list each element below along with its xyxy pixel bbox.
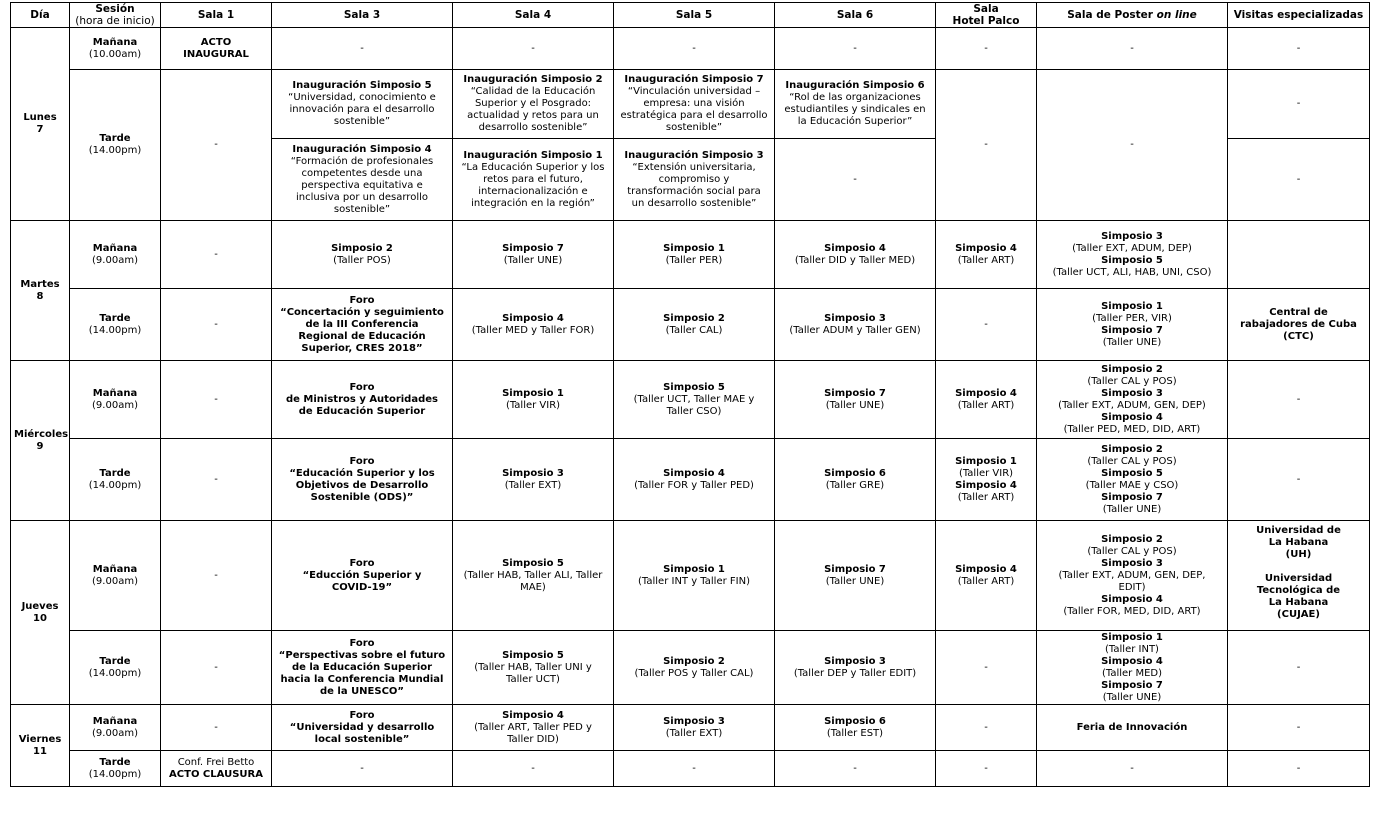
header-palco: Sala Hotel Palco bbox=[936, 3, 1037, 28]
cell-martes-t-visitas: Central de rabajadores de Cuba (CTC) bbox=[1228, 289, 1370, 361]
cell-lunes-m-sala3: - bbox=[272, 28, 453, 70]
row-lunes-tarde-a bbox=[11, 70, 1370, 139]
session-lunes-tarde: Tarde (14.00pm) bbox=[70, 70, 161, 221]
cell-lunes-m-sala5: - bbox=[614, 28, 775, 70]
row-miercoles-manana bbox=[11, 361, 1370, 439]
cell-jueves-t-sala5: Simposio 2 (Taller POS y Taller CAL) bbox=[614, 631, 775, 705]
cell-martes-m-sala5: Simposio 1 (Taller PER) bbox=[614, 221, 775, 289]
cell-jueves-m-sala5: Simposio 1 (Taller INT y Taller FIN) bbox=[614, 521, 775, 631]
cell-lunes-t-sala6-b: - bbox=[775, 139, 936, 221]
row-jueves-tarde bbox=[11, 631, 1370, 705]
cell-miercoles-m-sala5: Simposio 5 (Taller UCT, Taller MAE y Taller CSO) bbox=[614, 361, 775, 439]
session-martes-manana: Mañana (9.00am) bbox=[70, 221, 161, 289]
cell-martes-m-visitas bbox=[1228, 221, 1370, 289]
day-lunes: Lunes 7 bbox=[11, 28, 70, 221]
cell-miercoles-t-poster: Simposio 2 (Taller CAL y POS) Simposio 5 (Taller MAE y CSO) Simposio 7 (Taller UNE) bbox=[1037, 439, 1228, 521]
cell-lunes-t-visitas-b: - bbox=[1228, 139, 1370, 221]
cell-jueves-t-poster: Simposio 1 (Taller INT) Simposio 4 (Taller MED) Simposio 7 (Taller UNE) bbox=[1037, 631, 1228, 705]
cell-miercoles-t-sala1: - bbox=[161, 439, 272, 521]
cell-lunes-t-sala1: - bbox=[161, 70, 272, 221]
cell-viernes-t-sala6: - bbox=[775, 751, 936, 787]
cell-martes-t-sala1: - bbox=[161, 289, 272, 361]
cell-martes-m-sala4: Simposio 7 (Taller UNE) bbox=[453, 221, 614, 289]
cell-lunes-t-sala3-b: Inauguración Simposio 4 “Formación de profesionales competentes desde una perspectiva equitativa e inclusiva por un desarrollo sostenible” bbox=[272, 139, 453, 221]
cell-martes-t-poster: Simposio 1 (Taller PER, VIR) Simposio 7 (Taller UNE) bbox=[1037, 289, 1228, 361]
cell-miercoles-m-sala3: Foro de Ministros y Autoridades de Educación Superior bbox=[272, 361, 453, 439]
session-miercoles-manana: Mañana (9.00am) bbox=[70, 361, 161, 439]
cell-viernes-t-sala3: - bbox=[272, 751, 453, 787]
cell-lunes-t-poster: - bbox=[1037, 70, 1228, 221]
cell-jueves-t-palco: - bbox=[936, 631, 1037, 705]
cell-miercoles-m-sala1: - bbox=[161, 361, 272, 439]
cell-miercoles-m-visitas: - bbox=[1228, 361, 1370, 439]
cell-miercoles-m-sala6: Simposio 7 (Taller UNE) bbox=[775, 361, 936, 439]
schedule-grid bbox=[10, 2, 1370, 787]
cell-miercoles-t-sala5: Simposio 4 (Taller FOR y Taller PED) bbox=[614, 439, 775, 521]
day-jueves: Jueves 10 bbox=[11, 521, 70, 705]
cell-jueves-t-sala4: Simposio 5 (Taller HAB, Taller UNI y Taller UCT) bbox=[453, 631, 614, 705]
cell-martes-m-poster: Simposio 3 (Taller EXT, ADUM, DEP) Simposio 5 (Taller UCT, ALI, HAB, UNI, CSO) bbox=[1037, 221, 1228, 289]
cell-martes-m-palco: Simposio 4 (Taller ART) bbox=[936, 221, 1037, 289]
row-viernes-manana bbox=[11, 705, 1370, 751]
cell-martes-t-palco: - bbox=[936, 289, 1037, 361]
cell-miercoles-m-sala4: Simposio 1 (Taller VIR) bbox=[453, 361, 614, 439]
cell-lunes-m-sala6: - bbox=[775, 28, 936, 70]
cell-viernes-m-palco: - bbox=[936, 705, 1037, 751]
cell-lunes-m-poster: - bbox=[1037, 28, 1228, 70]
cell-martes-t-sala6: Simposio 3 (Taller ADUM y Taller GEN) bbox=[775, 289, 936, 361]
day-miercoles: Miércoles 9 bbox=[11, 361, 70, 521]
header-sala3: Sala 3 bbox=[272, 3, 453, 28]
header-sala6: Sala 6 bbox=[775, 3, 936, 28]
cell-viernes-t-sala1: Conf. Frei Betto ACTO CLAUSURA bbox=[161, 751, 272, 787]
header-sala5: Sala 5 bbox=[614, 3, 775, 28]
cell-martes-m-sala1: - bbox=[161, 221, 272, 289]
cell-martes-m-sala6: Simposio 4 (Taller DID y Taller MED) bbox=[775, 221, 936, 289]
session-martes-tarde: Tarde (14.00pm) bbox=[70, 289, 161, 361]
cell-martes-t-sala3: Foro “Concertación y seguimiento de la III Conferencia Regional de Educación Superior, CRES 2018” bbox=[272, 289, 453, 361]
row-miercoles-tarde bbox=[11, 439, 1370, 521]
cell-lunes-t-sala4-a: Inauguración Simposio 2 “Calidad de la Educación Superior y el Posgrado: actualidad y retos para un desarrollo sostenible” bbox=[453, 70, 614, 139]
cell-jueves-m-poster: Simposio 2 (Taller CAL y POS) Simposio 3 (Taller EXT, ADUM, GEN, DEP, EDIT) Simposio 4 (Taller FOR, MED, DID, ART) bbox=[1037, 521, 1228, 631]
cell-jueves-t-sala3: Foro “Perspectivas sobre el futuro de la Educación Superior hacia la Conferencia Mundial de la UNESCO” bbox=[272, 631, 453, 705]
cell-miercoles-t-sala4: Simposio 3 (Taller EXT) bbox=[453, 439, 614, 521]
cell-viernes-m-visitas: - bbox=[1228, 705, 1370, 751]
cell-lunes-t-sala3-a: Inauguración Simposio 5 “Universidad, conocimiento e innovación para el desarrollo sostenible” bbox=[272, 70, 453, 139]
cell-viernes-t-palco: - bbox=[936, 751, 1037, 787]
schedule-table bbox=[10, 2, 1370, 787]
cell-jueves-m-sala4: Simposio 5 (Taller HAB, Taller ALI, Taller MAE) bbox=[453, 521, 614, 631]
cell-viernes-m-sala6: Simposio 6 (Taller EST) bbox=[775, 705, 936, 751]
header-sala4: Sala 4 bbox=[453, 3, 614, 28]
cell-jueves-m-palco: Simposio 4 (Taller ART) bbox=[936, 521, 1037, 631]
cell-martes-t-sala4: Simposio 4 (Taller MED y Taller FOR) bbox=[453, 289, 614, 361]
cell-martes-m-sala3: Simposio 2 (Taller POS) bbox=[272, 221, 453, 289]
cell-jueves-t-sala6: Simposio 3 (Taller DEP y Taller EDIT) bbox=[775, 631, 936, 705]
cell-jueves-m-sala1: - bbox=[161, 521, 272, 631]
cell-lunes-m-palco: - bbox=[936, 28, 1037, 70]
row-jueves-manana bbox=[11, 521, 1370, 631]
cell-lunes-t-sala5-a: Inauguración Simposio 7 “Vinculación universidad – empresa: una visión estratégica para el desarrollo sostenible” bbox=[614, 70, 775, 139]
header-visitas: Visitas especializadas bbox=[1228, 3, 1370, 28]
cell-miercoles-t-palco: Simposio 1 (Taller VIR) Simposio 4 (Taller ART) bbox=[936, 439, 1037, 521]
day-martes: Martes 8 bbox=[11, 221, 70, 361]
cell-lunes-t-sala4-b: Inauguración Simposio 1 “La Educación Superior y los retos para el futuro, internacionalización e integración en la región” bbox=[453, 139, 614, 221]
session-miercoles-tarde: Tarde (14.00pm) bbox=[70, 439, 161, 521]
header-dia: Día bbox=[11, 3, 70, 28]
cell-viernes-m-sala3: Foro “Universidad y desarrollo local sostenible” bbox=[272, 705, 453, 751]
header-poster: Sala de Poster on line bbox=[1037, 3, 1228, 28]
cell-viernes-t-sala5: - bbox=[614, 751, 775, 787]
session-lunes-manana: Mañana (10.00am) bbox=[70, 28, 161, 70]
cell-viernes-m-sala5: Simposio 3 (Taller EXT) bbox=[614, 705, 775, 751]
cell-jueves-m-sala3: Foro “Educción Superior y COVID-19” bbox=[272, 521, 453, 631]
day-viernes: Viernes 11 bbox=[11, 705, 70, 787]
session-viernes-tarde: Tarde (14.00pm) bbox=[70, 751, 161, 787]
cell-viernes-t-sala4: - bbox=[453, 751, 614, 787]
row-martes-manana bbox=[11, 221, 1370, 289]
header-row bbox=[11, 3, 1370, 28]
cell-jueves-t-visitas: - bbox=[1228, 631, 1370, 705]
cell-viernes-m-sala1: - bbox=[161, 705, 272, 751]
cell-viernes-m-poster: Feria de Innovación bbox=[1037, 705, 1228, 751]
cell-lunes-m-visitas: - bbox=[1228, 28, 1370, 70]
cell-lunes-sala1: ACTO INAUGURAL bbox=[161, 28, 272, 70]
cell-lunes-m-sala4: - bbox=[453, 28, 614, 70]
cell-lunes-t-palco: - bbox=[936, 70, 1037, 221]
cell-jueves-m-visitas: Universidad de La Habana (UH) Universidad Tecnológica de La Habana (CUJAE) bbox=[1228, 521, 1370, 631]
session-jueves-tarde: Tarde (14.00pm) bbox=[70, 631, 161, 705]
cell-martes-t-sala5: Simposio 2 (Taller CAL) bbox=[614, 289, 775, 361]
session-viernes-manana: Mañana (9.00am) bbox=[70, 705, 161, 751]
row-viernes-tarde bbox=[11, 751, 1370, 787]
cell-miercoles-m-poster: Simposio 2 (Taller CAL y POS) Simposio 3 (Taller EXT, ADUM, GEN, DEP) Simposio 4 (Taller PED, MED, DID, ART) bbox=[1037, 361, 1228, 439]
cell-miercoles-t-sala3: Foro “Educación Superior y los Objetivos de Desarrollo Sostenible (ODS)” bbox=[272, 439, 453, 521]
cell-viernes-t-visitas: - bbox=[1228, 751, 1370, 787]
session-jueves-manana: Mañana (9.00am) bbox=[70, 521, 161, 631]
cell-jueves-m-sala6: Simposio 7 (Taller UNE) bbox=[775, 521, 936, 631]
header-sesion: Sesión (hora de inicio) bbox=[70, 3, 161, 28]
cell-miercoles-m-palco: Simposio 4 (Taller ART) bbox=[936, 361, 1037, 439]
cell-lunes-t-sala5-b: Inauguración Simposio 3 “Extensión universitaria, compromiso y transformación social para un desarrollo sostenible” bbox=[614, 139, 775, 221]
cell-lunes-t-visitas-a: - bbox=[1228, 70, 1370, 139]
cell-viernes-t-poster: - bbox=[1037, 751, 1228, 787]
cell-lunes-t-sala6-a: Inauguración Simposio 6 “Rol de las organizaciones estudiantiles y sindicales en la Educación Superior” bbox=[775, 70, 936, 139]
cell-miercoles-t-visitas: - bbox=[1228, 439, 1370, 521]
row-lunes-manana bbox=[11, 28, 1370, 70]
row-martes-tarde bbox=[11, 289, 1370, 361]
cell-miercoles-t-sala6: Simposio 6 (Taller GRE) bbox=[775, 439, 936, 521]
cell-jueves-t-sala1: - bbox=[161, 631, 272, 705]
header-sala1: Sala 1 bbox=[161, 3, 272, 28]
cell-viernes-m-sala4: Simposio 4 (Taller ART, Taller PED y Taller DID) bbox=[453, 705, 614, 751]
